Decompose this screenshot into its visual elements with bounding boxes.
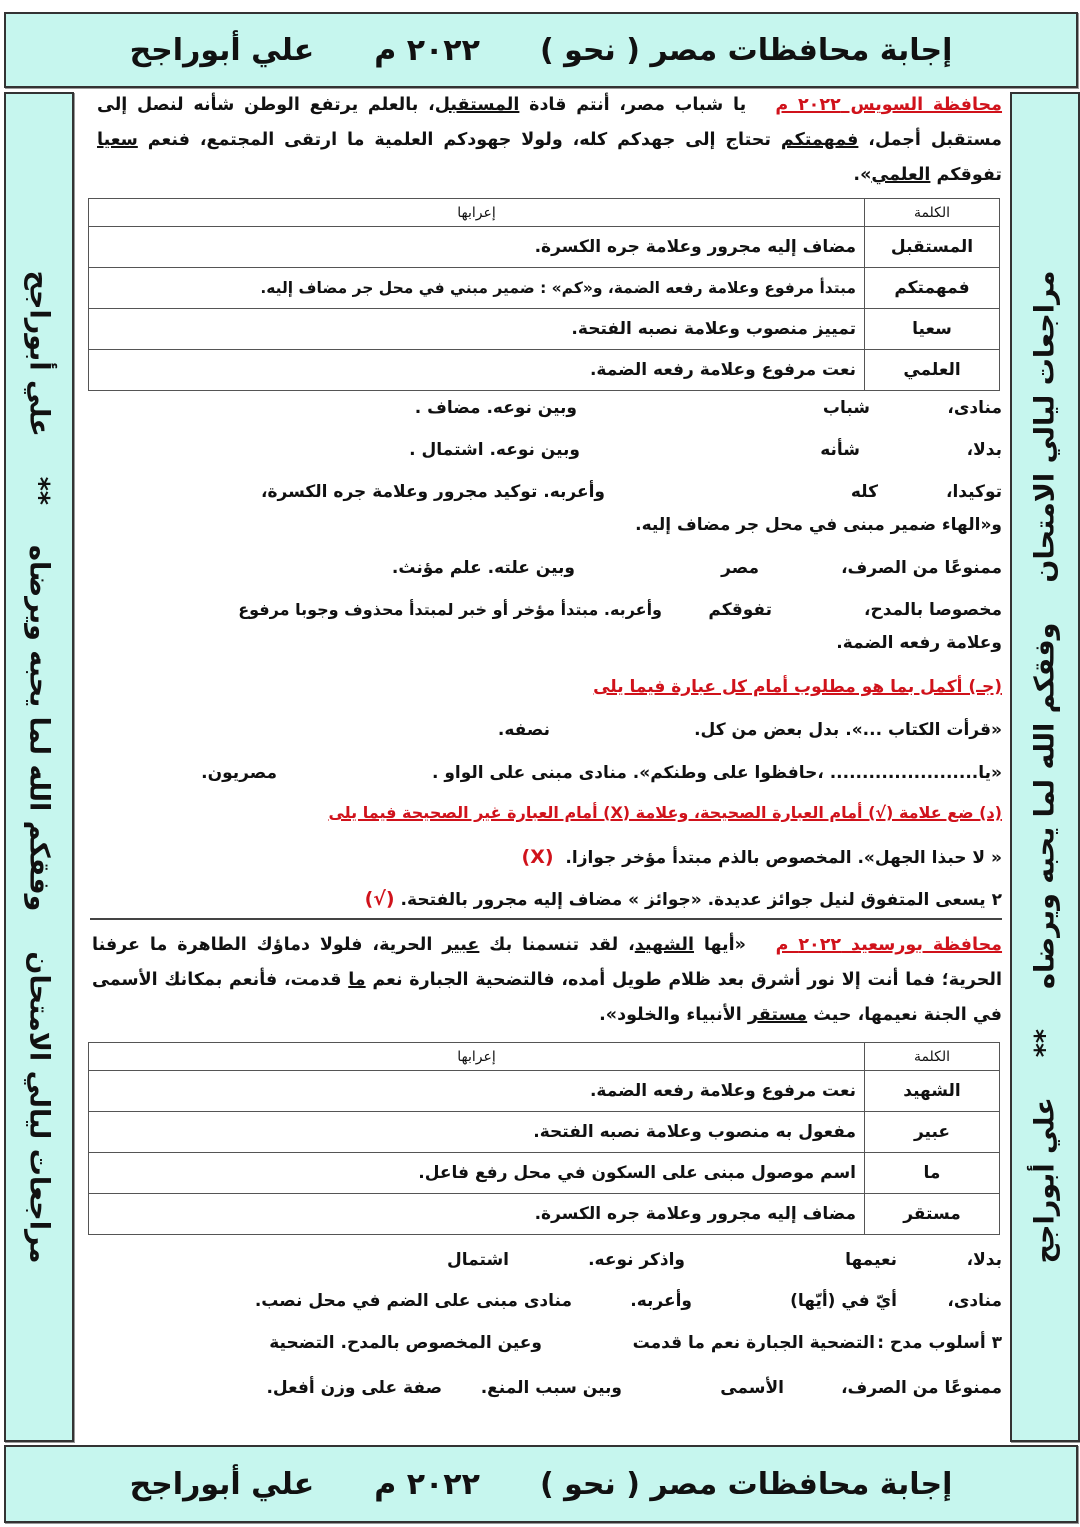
item-answer: مصريون. bbox=[201, 763, 277, 783]
header-year: ٢٠٢٢ م bbox=[374, 32, 480, 68]
column-header: الكلمة bbox=[865, 199, 1000, 227]
portsaid-parsing-table bbox=[88, 1042, 1000, 1235]
parse-cell: نعت مرفوع وعلامة رفعه الضمة. bbox=[89, 350, 865, 391]
section-heading: (جـ) أكمل بما هو مطلوب أمام كل عبارة فيما يلى bbox=[593, 677, 1002, 697]
word-cell: الشهيد bbox=[865, 1071, 1000, 1112]
passage-text: تحتاج إلى جهدكم كله، ولولا جهودكم العلمية ما ارتقى المجتمع، فنعم bbox=[137, 130, 781, 150]
answer-type: منادى، bbox=[947, 398, 1002, 418]
passage-text: الأنبياء والخلود». bbox=[599, 1005, 748, 1025]
answer-type: ممنوعًا من الصرف، bbox=[841, 558, 1002, 578]
answer-type: منادى، bbox=[947, 1291, 1002, 1311]
portsaid-passage bbox=[92, 928, 1002, 1033]
section-d-heading bbox=[90, 803, 1002, 839]
answer-type: مخصوصا بالمدح، bbox=[864, 600, 1002, 620]
answer-detail: واذكر نوعه. bbox=[588, 1250, 685, 1270]
item-text: « لا حبذا الجهل». المخصوص بالذم مبتدأ مؤخر جوازا. bbox=[565, 848, 1002, 868]
passage-text: قدمت، فأنعم بمكانك الأسمى في الجنة نعيمها، حيث bbox=[92, 970, 1002, 1025]
passage-text: تفوقكم bbox=[930, 165, 1002, 185]
answer-line bbox=[90, 1378, 1002, 1414]
table-row bbox=[89, 1112, 1000, 1153]
answer-line bbox=[90, 482, 1002, 518]
answer-type: ٣ أسلوب مدح : bbox=[877, 1333, 1002, 1353]
underlined-word: ما bbox=[348, 970, 366, 990]
answer-type: بدلا، bbox=[966, 1250, 1002, 1270]
header-author: علي أبوراجح bbox=[129, 32, 315, 68]
sidebar-wish: وفقكم الله لما يحبه ويرضاه bbox=[23, 545, 55, 912]
sidebar-review: مراجعات ليالي الامتحان bbox=[23, 951, 55, 1264]
parse-cell: نعت مرفوع وعلامة رفعه الضمة. bbox=[89, 1071, 865, 1112]
table-row bbox=[89, 309, 1000, 350]
item-answer: نصفه. bbox=[497, 720, 550, 740]
answer-line bbox=[90, 1250, 1002, 1286]
parse-cell: مضاف إليه مجرور وعلامة جره الكسرة. bbox=[89, 1194, 865, 1235]
column-header: إعرابها bbox=[89, 1043, 865, 1071]
answer-line bbox=[90, 600, 1002, 636]
answer-line bbox=[90, 440, 1002, 476]
sidebar-review: مراجعات ليالي الامتحان bbox=[1029, 270, 1061, 583]
answer-line bbox=[90, 398, 1002, 434]
answer-detail: وبين علته. علم مؤنث. bbox=[391, 558, 575, 578]
answer-word: كله bbox=[850, 482, 878, 502]
answer-type: ممنوعًا من الصرف، bbox=[841, 1378, 1002, 1398]
section-c-heading bbox=[90, 677, 1002, 713]
passage-text: يا شباب مصر، أنتم قادة bbox=[519, 95, 747, 115]
word-cell: العلمي bbox=[865, 350, 1000, 391]
right-sidebar-banner bbox=[1010, 92, 1080, 1442]
answer-detail: وعلامة رفعه الضمة. bbox=[836, 633, 1002, 653]
section-heading: (د) ضع علامة (√) أمام العبارة الصحيحة، وعلامة (X) أمام العبارة غير الصحيحة فيما يلى bbox=[328, 803, 1002, 822]
sidebar-author: علي أبوراجح bbox=[23, 270, 55, 437]
underlined-word: المستقبل bbox=[434, 95, 520, 115]
item-text-wrap bbox=[522, 846, 1002, 868]
footer-banner bbox=[4, 1445, 1078, 1523]
answer-line bbox=[90, 515, 1002, 551]
underlined-word: سعيا bbox=[97, 130, 138, 150]
table-row bbox=[89, 350, 1000, 391]
answer-line bbox=[90, 1333, 1002, 1369]
table-row bbox=[89, 227, 1000, 268]
footer-author: علي أبوراجح bbox=[129, 1466, 315, 1502]
parse-cell: مبتدأ مرفوع وعلامة رفعه الضمة، و«كم» : ضمير مبني في محل جر مضاف إليه. bbox=[89, 268, 865, 309]
answer-detail: وبين سبب المنع. bbox=[480, 1378, 622, 1398]
answer-word: شأنه bbox=[820, 440, 860, 460]
table-row bbox=[89, 1194, 1000, 1235]
answer-word: أيّ في (أيّها) bbox=[790, 1291, 897, 1311]
answer-word: تفوقكم bbox=[708, 600, 772, 620]
answer-detail: وبين نوعه. مضاف . bbox=[414, 398, 577, 418]
item-text: «يا....................... ،حافظوا على وطنكم». منادى مبنى على الواو . bbox=[431, 763, 1002, 783]
parse-cell: تمييز منصوب وعلامة نصبه الفتحة. bbox=[89, 309, 865, 350]
passage-text: ، بالعلم يرتفع الوطن شأنه لنصل إلى مستقبل أجمل، bbox=[97, 95, 1002, 150]
completion-item bbox=[90, 720, 1002, 756]
sidebar-stars: ** bbox=[23, 476, 55, 506]
answer-detail: اشتمال bbox=[446, 1250, 509, 1270]
passage-text: ، لقد تنسمنا بك bbox=[479, 935, 635, 955]
portsaid-label: محافظة بورسعيد ٢٠٢٢ م bbox=[775, 935, 1003, 955]
parse-cell: اسم موصول مبنى على السكون في محل رفع فاعل. bbox=[89, 1153, 865, 1194]
table-row bbox=[89, 268, 1000, 309]
answer-line bbox=[90, 633, 1002, 669]
suez-label: محافظة السويس ٢٠٢٢ م bbox=[775, 95, 1003, 115]
word-cell: سعيا bbox=[865, 309, 1000, 350]
passage-text: الحرية، فلولا دماؤك الطاهرة ما عرفنا الحرية؛ فما أنت إلا نور أشرق بعد ظلام طويل أمده، فالتضحية الجبارة نعم bbox=[92, 935, 1002, 990]
suez-passage bbox=[97, 88, 1002, 193]
table-row bbox=[89, 1071, 1000, 1112]
sidebar-stars: ** bbox=[1029, 1028, 1061, 1058]
answer-detail: وأعربه. توكيد مجرور وعلامة جره الكسرة، bbox=[261, 482, 605, 502]
header-title: إجابة محافظات مصر ( نحو ) bbox=[539, 32, 953, 68]
underlined-word: العلمي bbox=[871, 165, 931, 185]
word-cell: عبير bbox=[865, 1112, 1000, 1153]
answer-word: التضحية الجبارة نعم ما قدمت bbox=[632, 1333, 875, 1353]
answer-detail: صفة على وزن أفعل. bbox=[266, 1378, 442, 1398]
answer-line bbox=[90, 558, 1002, 594]
correct-mark: (√) bbox=[364, 888, 395, 910]
word-cell: ما bbox=[865, 1153, 1000, 1194]
passage-text: ». bbox=[853, 165, 872, 185]
parse-cell: مفعول به منصوب وعلامة نصبه الفتحة. bbox=[89, 1112, 865, 1153]
wrong-mark: (X) bbox=[521, 846, 554, 868]
answer-word: نعيمها bbox=[845, 1250, 897, 1270]
answer-type: توكيدا، bbox=[946, 482, 1002, 502]
answer-detail: وأعربه. مبتدأ مؤخر أو خبر لمبتدأ محذوف وجوبا مرفوع bbox=[238, 600, 662, 619]
answer-detail: وبين نوعه. اشتمال . bbox=[409, 440, 580, 460]
answer-word: شباب bbox=[822, 398, 870, 418]
answer-detail: منادى مبنى على الضم في محل نصب. bbox=[254, 1291, 572, 1311]
item-text: «قرأت الكتاب ...». بدل بعض من كل. bbox=[694, 720, 1002, 740]
answer-type: بدلا، bbox=[966, 440, 1002, 460]
answer-detail: وأعربه. bbox=[630, 1291, 692, 1311]
section-divider bbox=[90, 918, 1002, 920]
word-cell: المستقبل bbox=[865, 227, 1000, 268]
item-text-wrap bbox=[365, 888, 1002, 910]
suez-parsing-table bbox=[88, 198, 1000, 391]
answer-detail: و«الهاء ضمير مبنى في محل جر مضاف إليه. bbox=[635, 515, 1002, 535]
footer-title: إجابة محافظات مصر ( نحو ) bbox=[539, 1466, 953, 1502]
underlined-word: عبير bbox=[442, 935, 480, 955]
answer-detail: وعين المخصوص بالمدح. التضحية bbox=[269, 1333, 542, 1353]
underlined-word: مستقر bbox=[747, 1005, 808, 1025]
word-cell: مستقر bbox=[865, 1194, 1000, 1235]
answer-word: الأسمى bbox=[720, 1378, 784, 1398]
left-sidebar-banner bbox=[4, 92, 74, 1442]
sidebar-author: علي أبوراجح bbox=[1029, 1097, 1061, 1264]
column-header: إعرابها bbox=[89, 199, 865, 227]
underlined-word: فمهمتكم bbox=[780, 130, 859, 150]
footer-year: ٢٠٢٢ م bbox=[374, 1466, 480, 1502]
underlined-word: الشهيد bbox=[634, 935, 694, 955]
parse-cell: مضاف إليه مجرور وعلامة جره الكسرة. bbox=[89, 227, 865, 268]
answer-line bbox=[90, 1291, 1002, 1327]
answer-word: مصر bbox=[721, 558, 759, 578]
sidebar-wish: وفقكم الله لما يحبه ويرضاه bbox=[1029, 622, 1061, 989]
true-false-item bbox=[90, 846, 1002, 882]
main-content bbox=[90, 0, 1002, 1527]
column-header: الكلمة bbox=[865, 1043, 1000, 1071]
completion-item bbox=[90, 763, 1002, 799]
passage-text: «أيها bbox=[693, 935, 746, 955]
table-row bbox=[89, 1153, 1000, 1194]
item-text: ٢ يسعى المتفوق لنيل جوائز عديدة. «جوائز » مضاف إليه مجرور بالفتحة. bbox=[400, 890, 1002, 910]
word-cell: فمهمتكم bbox=[865, 268, 1000, 309]
